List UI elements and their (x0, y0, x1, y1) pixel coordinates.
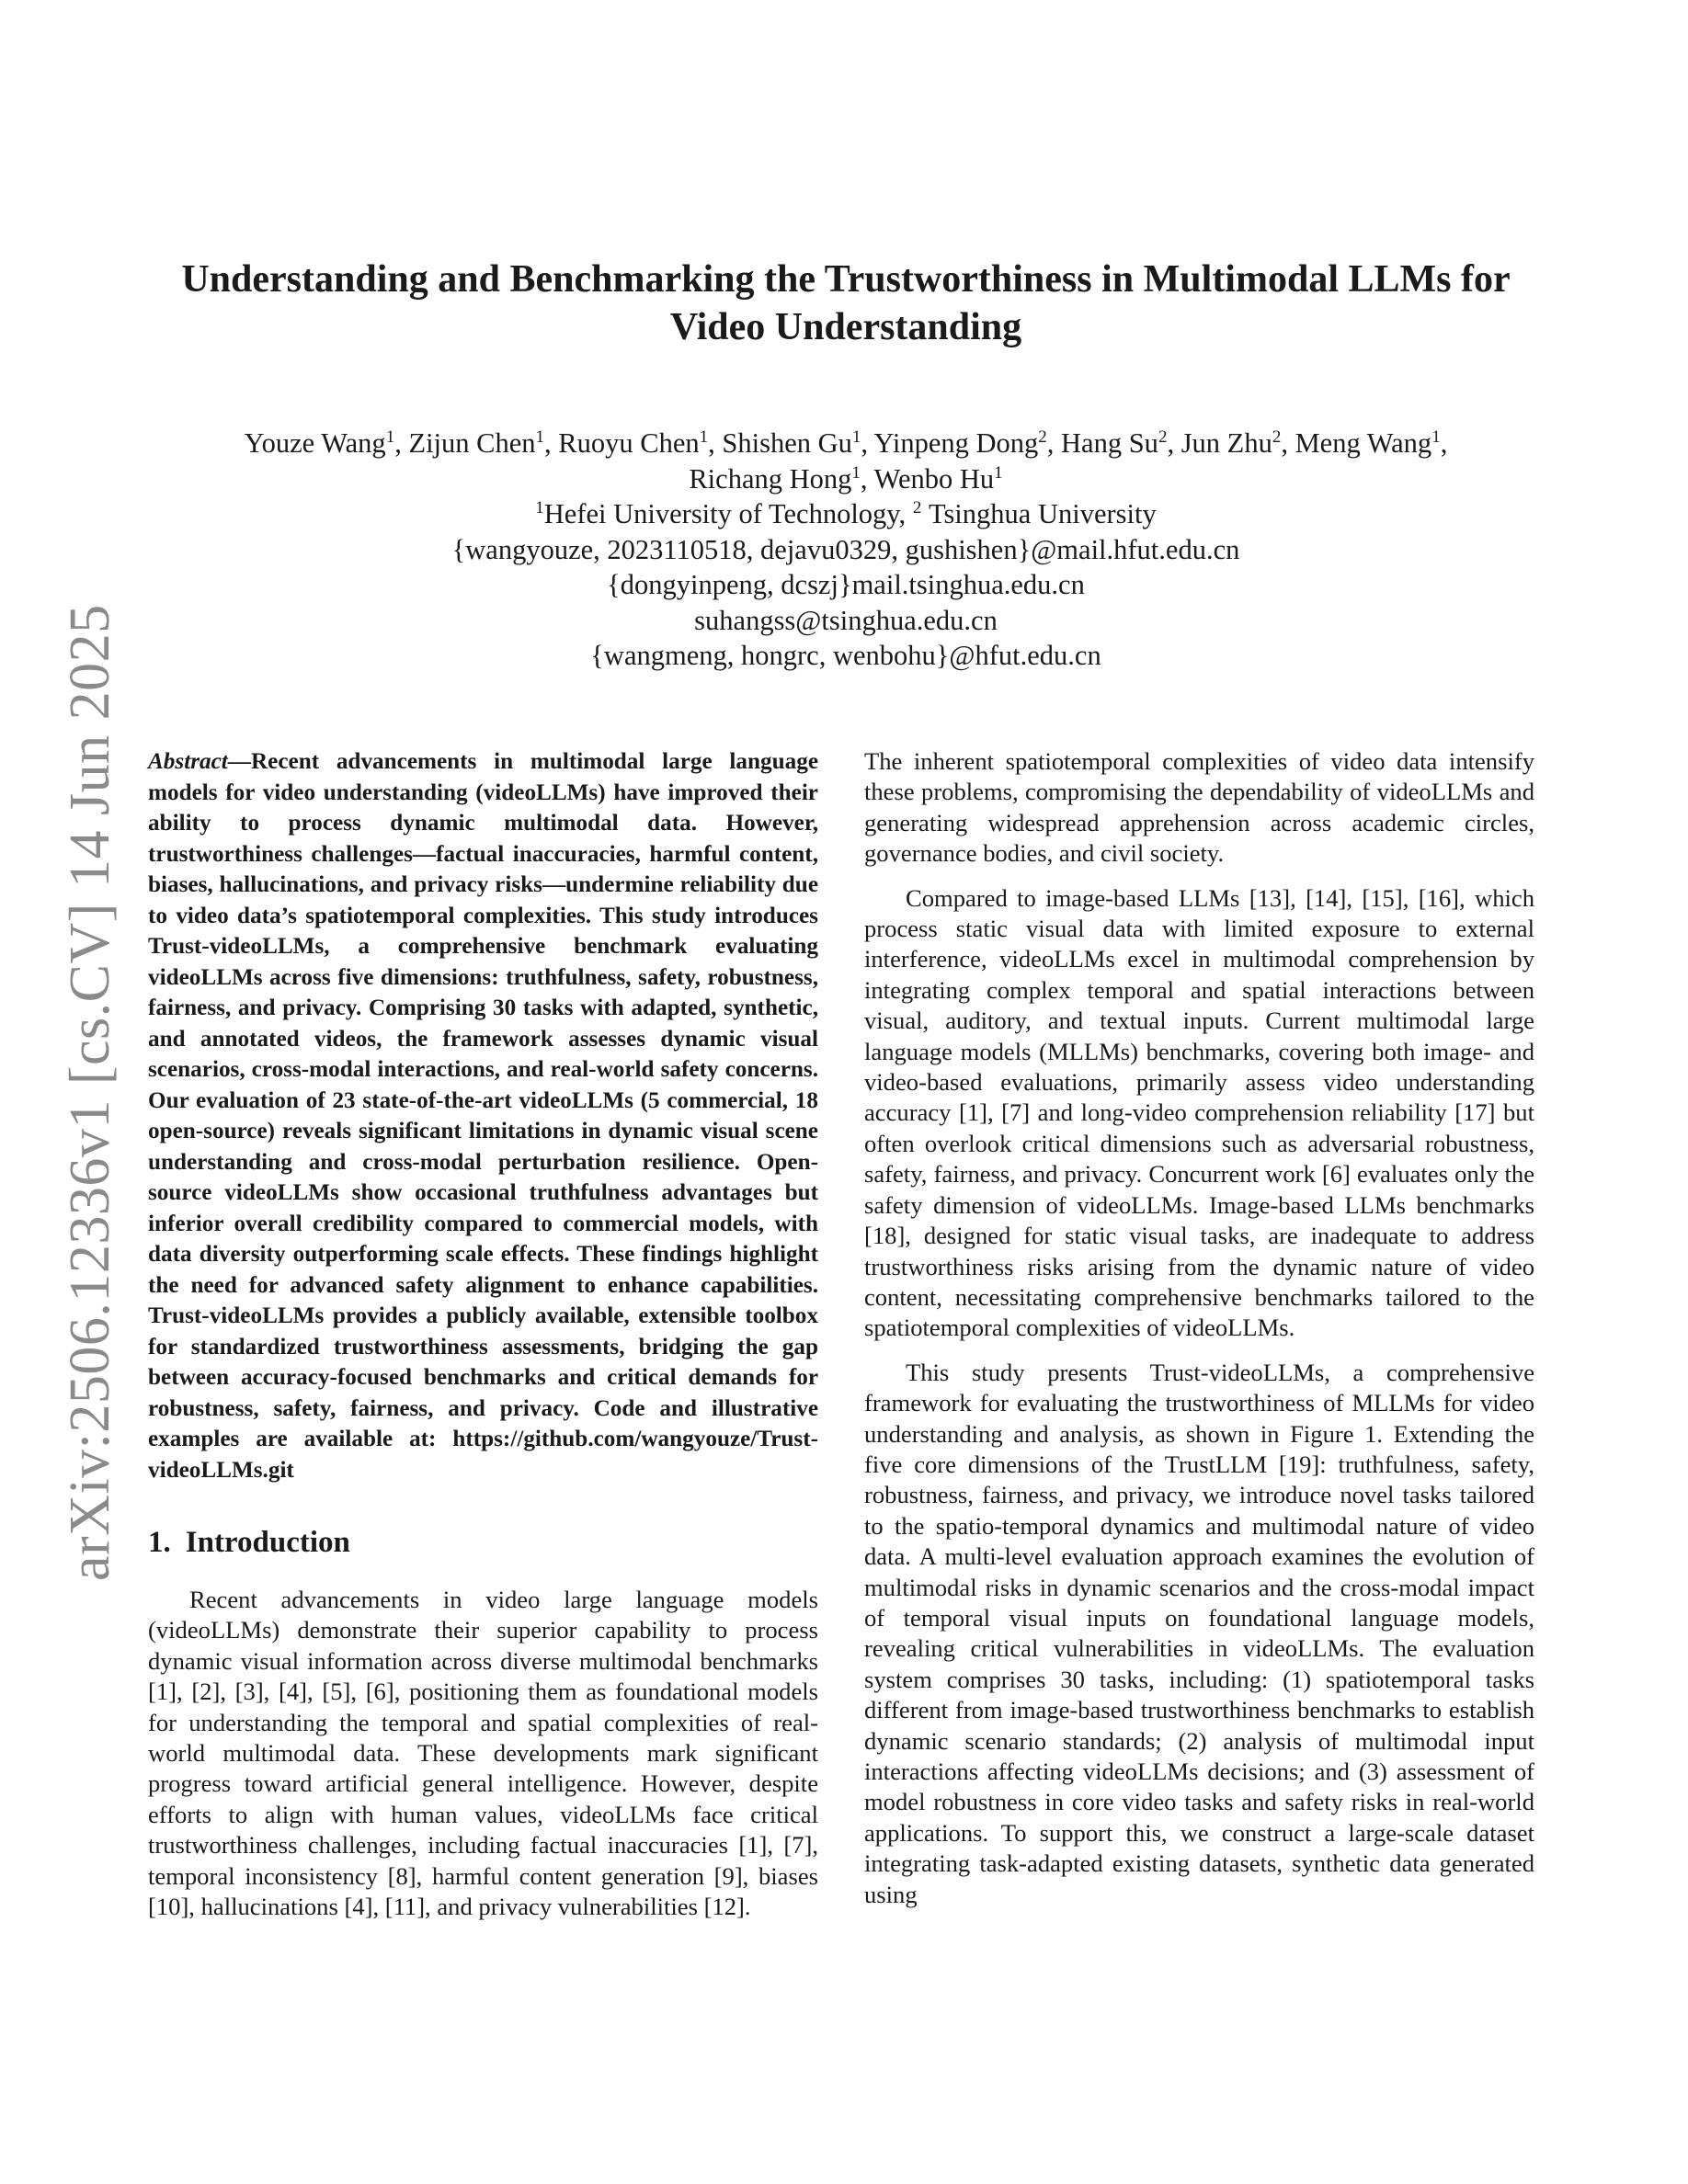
affiliation-mark: 2 (1158, 427, 1168, 447)
intro-paragraph-3: This study presents Trust-videoLLMs, a comprehensive framework for evaluating the trustworthiness of MLLMs for video understanding and analysis, as shown in Figure 1. Extending the five core dimensions of the TrustLLM [19]: truthfulness, safety, robustness, fairness, and privacy, we introduce novel tasks tailored to the spatio-temporal dynamics and multimodal nature of video data. A multi-level evaluation approach examines the evolution of multimodal risks in dynamic scenarios and the cross-modal impact of temporal visual inputs on foundational language models, revealing critical vulnerabilities in videoLLMs. The evaluation system comprises 30 tasks, including: (1) spatiotemporal tasks different from image-based trustworthiness benchmarks to establish dynamic scenario standards; (2) analysis of multimodal input interactions affecting videoLLMs decisions; and (3) assessment of model robustness in core video tasks and safety risks in real-world applications. To support this, we construct a large-scale dataset integrating task-adapted existing datasets, synthetic data generated using (864, 1358, 1534, 1908)
affiliation-2: Tsinghua University (928, 498, 1157, 529)
email-line-3: suhangss@tsinghua.edu.cn (694, 604, 998, 636)
author-line-1: Youze Wang$^1$, Zijun Chen$^1$, Ruoyu Chen$^1$, Shishen Gu$^1$, Yinpeng Dong$^2$, Hang Su$^2$, Jun Zhu$^2$, Meng Wang$^1$, (244, 427, 1448, 459)
affiliation-mark: 2 (912, 498, 922, 518)
author-name: Wenbo Hu (873, 462, 995, 495)
affiliation-line (138, 496, 1554, 532)
abstract-label: Abstract (148, 749, 228, 774)
affiliation-mark: 1 (851, 427, 861, 447)
intro-paragraph-1: Recent advancements in video large language models (videoLLMs) demonstrate their superior capability to process dynamic visual information across diverse multimodal benchmarks [1], [2], [3], [4], [5], [6], positioning them as foundational models for understanding the temporal and spatial complexities of real-world multimodal data. These developments mark significant progress toward artificial general intelligence. However, despite efforts to align with human values, videoLLMs face critical trustworthiness challenges, including factual inaccuracies [1], [7], temporal inconsistency [8], harmful content generation [9], biases [10], hallucinations [4], [11], and privacy vulnerabilities [12]. (148, 1586, 818, 1921)
affiliation-mark: 1 (535, 498, 544, 518)
right-column (864, 746, 1534, 1910)
affiliation-mark: 2 (1038, 427, 1047, 447)
title-line-2: Video Understanding (669, 306, 1022, 348)
affiliation-mark: 1 (1431, 427, 1441, 447)
author-name: Yinpeng Dong (873, 427, 1039, 459)
affiliation-mark: 2 (1272, 427, 1282, 447)
email-line-2: {dongyinpeng, dcszj}mail.tsinghua.edu.cn (607, 569, 1085, 600)
author-name: Meng Wang (1295, 427, 1432, 459)
author-line-2: Richang Hong$^1$, Wenbo Hu$^1$ (689, 462, 1003, 495)
author-name: Richang Hong (689, 462, 852, 495)
section-title: Introduction (185, 1526, 350, 1559)
abstract-text: —Recent advancements in multimodal large language models for video understanding (videoLLMs) have improved their ability to process dynamic multimodal data. However, trustworthiness challenges—factual inaccuracies, harmful content, biases, hallucinations, and privacy risks—undermine reliability due to video data’s spatiotemporal complexities. This study introduces Trust-videoLLMs, a comprehensive benchmark evaluating videoLLMs across five dimensions: truthfulness, safety, robustness, fairness, and privacy. Comprising 30 tasks with adapted, synthetic, and annotated videos, the framework assesses dynamic visual scenarios, cross-modal interactions, and real-world safety concerns. Our evaluation of 23 state-of-the-art videoLLMs (5 commercial, 18 open-source) reveals significant limitations in dynamic visual scene understanding and cross-modal perturbation resilience. Open-source videoLLMs show occasional truthfulness advantages but inferior overall credibility compared to commercial models, with data diversity outperforming scale effects. These findings highlight the need for advanced safety alignment to enhance capabilities. Trust-videoLLMs provides a publicly available, extensible toolbox for standardized trustworthiness assessments, bridging the gap between accuracy-focused benchmarks and critical demands for robustness, safety, fairness, and privacy. Code and illustrative examples are available at: https://github.com/wangyouze/Trust-videoLLMs.git (148, 749, 818, 1483)
affiliation-1: Hefei University of Technology, (543, 498, 907, 529)
section-heading-introduction (148, 1524, 818, 1561)
abstract (148, 746, 818, 1485)
affiliation-mark: 1 (699, 427, 709, 447)
arxiv-identifier: arXiv:2506.12336v1 [cs.CV] 14 Jun 2025 (59, 604, 121, 1581)
author-name: Ruoyu Chen (558, 427, 700, 459)
title-line-1: Understanding and Benchmarking the Trustworthiness in Multimodal LLMs for (181, 258, 1511, 301)
author-name: Shishen Gu (722, 427, 852, 459)
email-line-4: {wangmeng, hongrc, wenbohu}@hfut.edu.cn (590, 640, 1101, 671)
intro-paragraph-1-continued: The inherent spatiotemporal complexities of video data intensify these problems, compromising the dependability of videoLLMs and generating widespread apprehension across academic circles, governance bodies, and civil society. (864, 747, 1534, 868)
author-name: Youze Wang (244, 427, 386, 459)
affiliation-mark: 1 (535, 427, 545, 447)
email-line-1: {wangyouze, 2023110518, dejavu0329, gushishen}@mail.hfut.edu.cn (451, 533, 1240, 565)
paper-title (147, 256, 1545, 351)
affiliation-mark: 1 (851, 462, 861, 483)
author-name: Zijun Chen (408, 427, 536, 459)
author-name: Hang Su (1061, 427, 1158, 459)
intro-paragraph-2: Compared to image-based LLMs [13], [14], [15], [16], which process static visual data with limited exposure to external interference, videoLLMs excel in multimodal comprehension by integrating complex temporal and spatial interactions between visual, auditory, and textual inputs. Current multimodal large language models (MLLMs) benchmarks, covering both image- and video-based evaluations, primarily assess video understanding accuracy [1], [7] and long-video comprehension reliability [17] but often overlook critical dimensions such as adversarial robustness, safety, fairness, and privacy. Concurrent work [6] evaluates only the safety dimension of videoLLMs. Image-based LLMs benchmarks [18], designed for static visual tasks, are inadequate to address trustworthiness risks arising from the dynamic nature of video content, necessitating comprehensive benchmarks tailored to the spatiotemporal complexities of videoLLMs. (864, 883, 1534, 1342)
author-block (138, 426, 1554, 674)
affiliation-mark: 1 (385, 427, 395, 447)
left-column (148, 746, 818, 1922)
affiliation-mark: 1 (994, 462, 1003, 483)
author-name: Jun Zhu (1180, 427, 1272, 459)
section-number: 1. (148, 1526, 171, 1559)
